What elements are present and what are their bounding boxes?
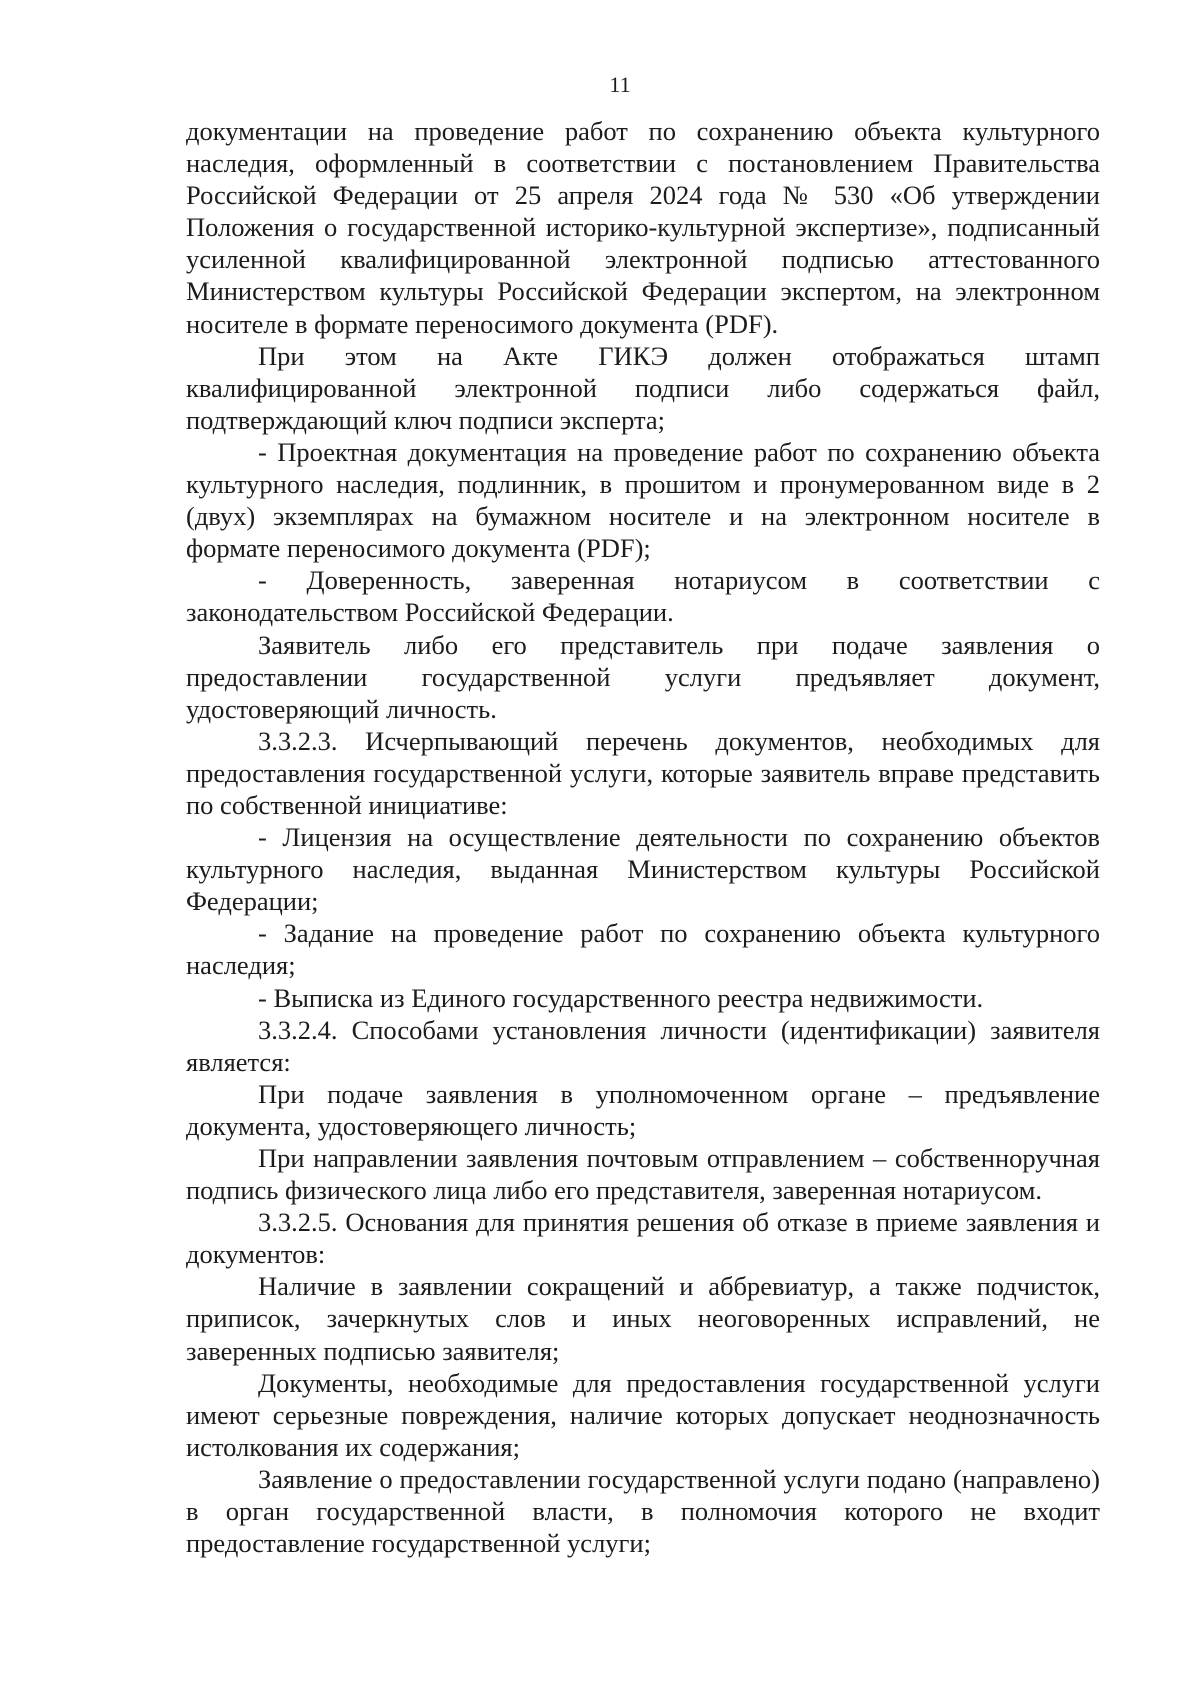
paragraph: - Задание на проведение работ по сохранению объекта культурного наследия;: [186, 918, 1100, 981]
paragraph: 3.3.2.5. Основания для принятия решения об отказе в приеме заявления и документов:: [186, 1207, 1100, 1270]
paragraph: Документы, необходимые для предоставления государственной услуги имеют серьезные повреждения, наличие которых допускает неоднозначность истолкования их содержания;: [186, 1367, 1100, 1462]
paragraph: При этом на Акте ГИКЭ должен отображаться штамп квалифицированной электронной подписи либо содержаться файл, подтверждающий ключ подписи эксперта;: [186, 340, 1100, 435]
paragraph: - Выписка из Единого государственного реестра недвижимости.: [258, 982, 984, 1013]
page-number: 11: [609, 72, 631, 97]
paragraph: - Проектная документация на проведение работ по сохранению объекта культурного наследия, подлинник, в прошитом и пронумерованном виде в 2 (двух) экземплярах на бумажном носителе и на электронном носителе в формате переносимого документа (PDF);: [186, 436, 1100, 564]
document-body: [186, 115, 1100, 1559]
paragraph: При направлении заявления почтовым отправлением – собственноручная подпись физического лица либо его представителя, заверенная нотариусом.: [186, 1143, 1100, 1206]
paragraph: 3.3.2.3. Исчерпывающий перечень документов, необходимых для предоставления государственной услуги, которые заявитель вправе представить по собственной инициативе:: [186, 725, 1100, 820]
paragraph: - Лицензия на осуществление деятельности по сохранению объектов культурного наследия, выданная Министерством культуры Российской Федерации;: [186, 822, 1100, 917]
paragraph: Наличие в заявлении сокращений и аббревиатур, а также подчисток, приписок, зачеркнутых слов и иных неоговоренных исправлений, не заверенных подписью заявителя;: [186, 1271, 1100, 1366]
paragraph: Заявитель либо его представитель при подаче заявления о предоставлении государственной услуги предъявляет документ, удостоверяющий личность.: [186, 629, 1100, 724]
paragraph: При подаче заявления в уполномоченном органе – предъявление документа, удостоверяющего личность;: [186, 1078, 1100, 1141]
paragraph: Заявление о предоставлении государственной услуги подано (направлено) в орган государственной власти, в полномочия которого не входит предоставление государственной услуги;: [186, 1463, 1100, 1559]
paragraph: - Доверенность, заверенная нотариусом в соответствии с законодательством Российской Федерации.: [186, 565, 1100, 628]
paragraph: документации на проведение работ по сохранению объекта культурного наследия, оформленный в соответствии с постановлением Правительства Российской Федерации от 25 апреля 2024 года № 530 «Об утверждении Положения о государственной историко-культурной экспертизе», подписанный усиленной квалифицированной электронной подписью аттестованного Министерством культуры Российской Федерации экспертом, на электронном носителе в формате переносимого документа (PDF).: [186, 116, 1100, 339]
paragraph: 3.3.2.4. Способами установления личности (идентификации) заявителя является:: [186, 1014, 1100, 1077]
